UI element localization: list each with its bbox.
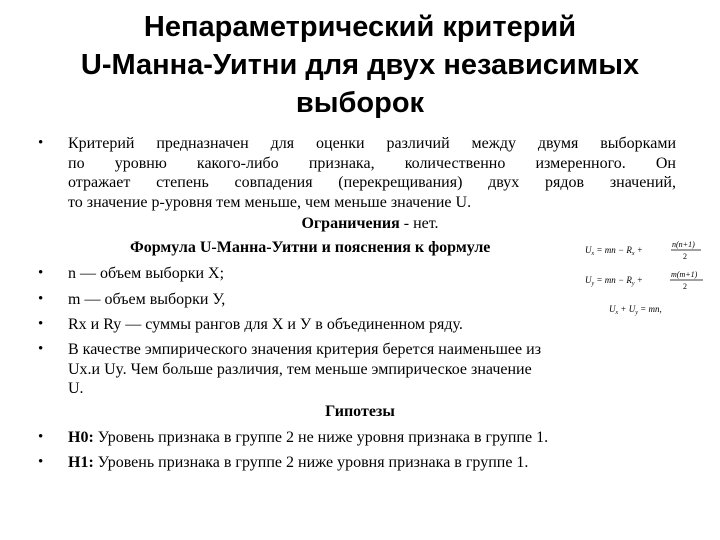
slide-title: [40, 8, 680, 122]
hypothesis-h1-label: H1:: [68, 454, 94, 471]
limitations-label: Ограничения: [301, 215, 400, 232]
formula-uy-denominator: 2: [683, 282, 687, 291]
definition-ranks: [38, 315, 638, 335]
title-line-1: Непараметрический критерий: [143, 11, 577, 43]
hypothesis-h0-body: Уровень признака в группе 2 не ниже уровня признака в группе 1.: [93, 429, 549, 446]
definition-m: [38, 290, 583, 310]
definition-n-text: n — объем выборки Х;: [68, 265, 225, 282]
intro-line-3: отражает степень совпадения (перекрещивания) двух рядов значений,: [68, 174, 676, 191]
formula-uy-numerator: m(m+1): [671, 270, 698, 279]
formula-ux-denominator: 2: [683, 252, 687, 261]
formula-ux-numerator: n(n+1): [672, 240, 695, 249]
limitations-line: [200, 214, 540, 234]
empirical-line-3: U.: [68, 380, 84, 397]
hypothesis-h0-text: [68, 428, 688, 448]
bullet-icon: •: [38, 135, 44, 151]
intro-bullet: [38, 134, 676, 212]
bullet-icon: •: [38, 265, 44, 281]
hypothesis-h0-label: H0:: [68, 429, 94, 446]
hypothesis-h1-text: [68, 453, 688, 473]
definition-ranks-text: Rx и Ry — суммы рангов для Х и У в объединенном ряду.: [68, 316, 463, 333]
definition-n: [38, 264, 583, 284]
formula-ux-line: $U_x$ = mn − $R_x$ +: [585, 245, 643, 257]
formula-uy-line: $U_y$ = mn − $R_y$ +: [585, 275, 643, 287]
intro-line-1: Критерий предназначен для оценки различий между двумя выборками: [68, 135, 676, 152]
bullet-icon: •: [38, 429, 44, 445]
hypothesis-h1-body: Уровень признака в группе 2 ниже уровня признака в группе 1.: [93, 454, 529, 471]
empirical-line-2: Ux.и Uy. Чем больше различия, тем меньше эмпирическое значение: [68, 360, 532, 378]
bullet-icon: •: [38, 454, 44, 470]
definition-m-text: m — объем выборки У,: [68, 291, 226, 308]
hypothesis-h0: [38, 428, 688, 448]
bullet-icon: •: [38, 316, 44, 332]
empirical-line-1: В качестве эмпирического значения критерия берется наименьшее из: [68, 341, 542, 358]
formula-heading: Формула U-Манна-Уитни и пояснения к формуле: [130, 239, 491, 256]
intro-line-2: по уровню какого-либо признака, количественно измеренного. Он: [68, 154, 676, 172]
bullet-icon: •: [38, 291, 44, 307]
title-line-2: U-Манна-Уитни для двух независимых: [80, 49, 640, 81]
empirical-bullet: [38, 340, 688, 399]
formula-image: [583, 236, 705, 320]
hypotheses-heading: Гипотезы: [325, 403, 395, 420]
title-line-3: выборок: [295, 87, 425, 119]
bullet-icon: •: [38, 341, 44, 357]
intro-line-4: то значение р-уровня тем меньше, чем меньше значение U.: [68, 193, 472, 211]
hypothesis-h1: [38, 453, 688, 473]
limitations-value: - нет.: [399, 215, 439, 232]
formula-sum-line: $U_x + U_y$ = mn,: [609, 304, 662, 316]
